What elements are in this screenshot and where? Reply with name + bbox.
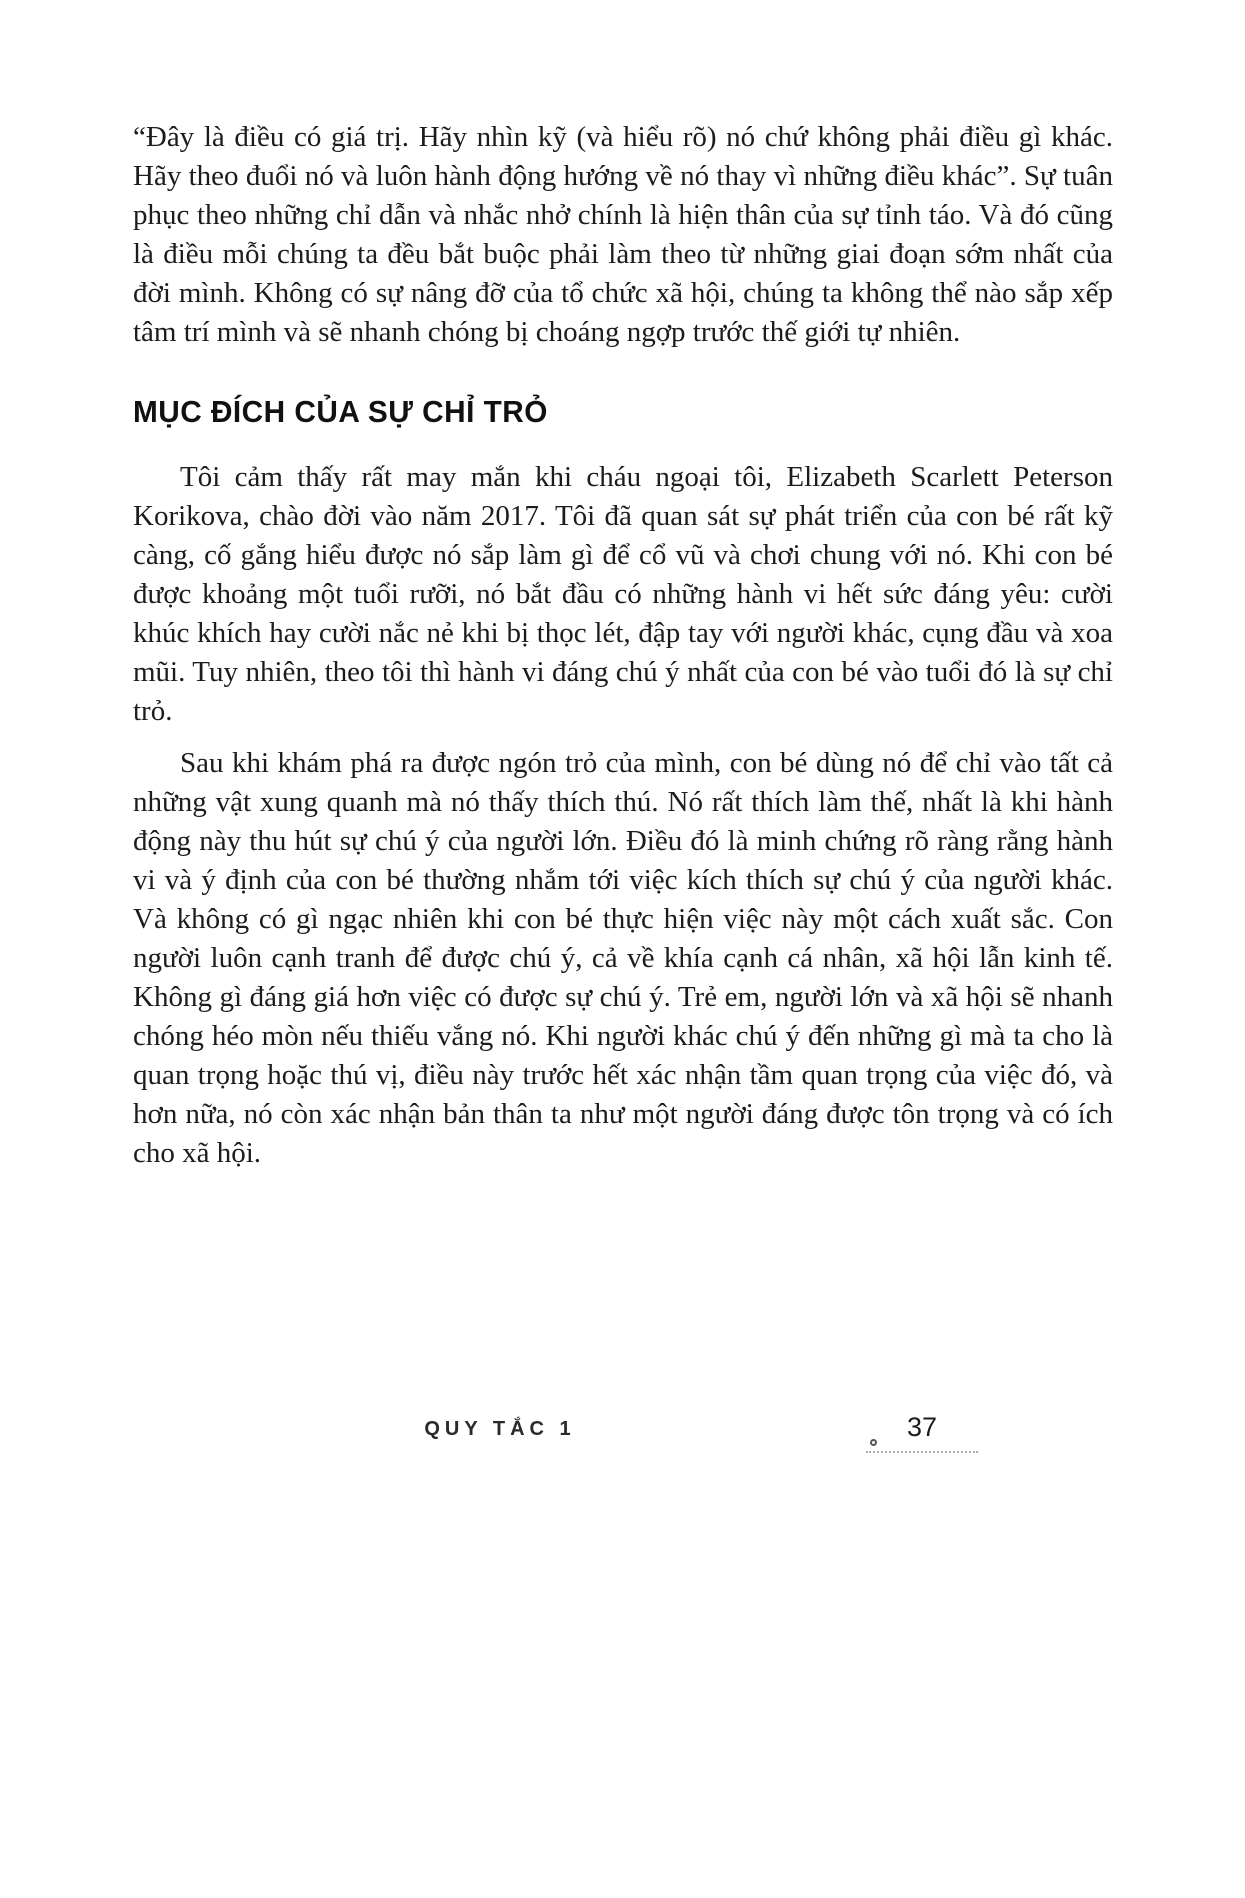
paragraph: Sau khi khám phá ra được ngón trỏ của mình, con bé dùng nó để chỉ vào tất cả những vật xung quanh mà nó thấy thích thú. Nó rất thích làm thế, nhất là khi hành động này thu hút sự chú ý của người lớn. Điều đó là minh chứng rõ ràng rằng hành vi và ý định của con bé thường nhắm tới việc kích thích sự chú ý của người khác. Và không có gì ngạc nhiên khi con bé thực hiện việc này một cách xuất sắc. Con người luôn cạnh tranh để được chú ý, cả về khía cạnh cá nhân, xã hội lẫn kinh tế. Không gì đáng giá hơn việc có được sự chú ý. Trẻ em, người lớn và xã hội sẽ nhanh chóng héo mòn nếu thiếu vắng nó. Khi người khác chú ý đến những gì mà ta cho là quan trọng hoặc thú vị, điều này trước hết xác nhận tầm quan trọng của việc đó, và hơn nữa, nó còn xác nhận bản thân ta như một người đáng được tôn trọng và có ích cho xã hội. (133, 747, 1113, 1169)
page-footer (0, 1412, 1245, 1472)
running-footer-title: QUY TẮC 1 (424, 1418, 576, 1440)
page-number: 37 (906, 1412, 938, 1442)
paragraph: Tôi cảm thấy rất may mắn khi cháu ngoại tôi, Elizabeth Scarlett Peterson Korikova, chào đời vào năm 2017. Tôi đã quan sát sự phát triển của con bé rất kỹ càng, cố gắng hiểu được nó sắp làm gì để cổ vũ và chơi chung với nó. Khi con bé được khoảng một tuổi rưỡi, nó bắt đầu có những hành vi hết sức đáng yêu: cười khúc khích hay cười nắc nẻ khi bị thọc lét, đập tay với người khác, cụng đầu và xoa mũi. Tuy nhiên, theo tôi thì hành vi đáng chú ý nhất của con bé vào tuổi đó là sự chỉ trỏ. (133, 461, 1113, 727)
page-content (133, 118, 1113, 1173)
ornament-circle-icon (870, 1439, 877, 1446)
page-number-block (866, 1412, 978, 1453)
paragraph-opening-quote: “Đây là điều có giá trị. Hãy nhìn kỹ (và hiểu rõ) nó chứ không phải điều gì khác. Hãy theo đuổi nó và luôn hành động hướng về nó thay vì những điều khác”. Sự tuân phục theo những chỉ dẫn và nhắc nhở chính là hiện thân của sự tỉnh táo. Và đó cũng là điều mỗi chúng ta đều bắt buộc phải làm theo từ những giai đoạn sớm nhất của đời mình. Không có sự nâng đỡ của tổ chức xã hội, chúng ta không thể nào sắp xếp tâm trí mình và sẽ nhanh chóng bị choáng ngợp trước thế giới tự nhiên. (133, 121, 1113, 348)
section-heading: MỤC ĐÍCH CỦA SỰ CHỈ TRỎ (133, 394, 548, 429)
